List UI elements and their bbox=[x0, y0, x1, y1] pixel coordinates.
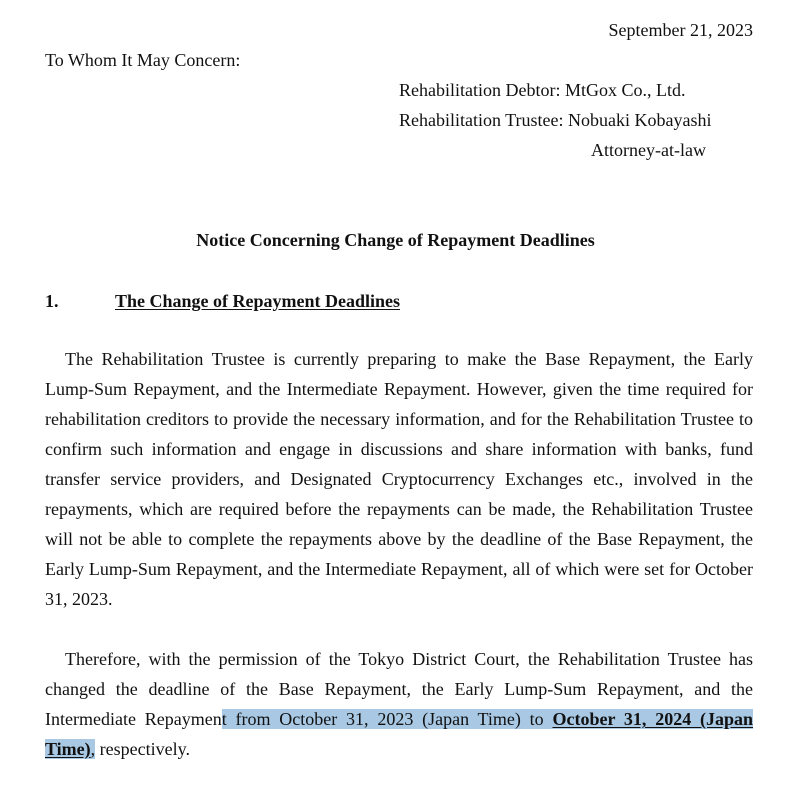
notice-date: September 21, 2023 bbox=[608, 20, 753, 40]
rehabilitation-debtor: Rehabilitation Debtor: MtGox Co., Ltd. bbox=[399, 80, 686, 100]
section-number: 1. bbox=[45, 291, 59, 311]
rehabilitation-trustee: Rehabilitation Trustee: Nobuaki Kobayashi bbox=[399, 110, 712, 130]
paragraph-1: The Rehabilitation Trustee is currently preparing to make the Base Repayment, the Early Lump-Sum Repayment, and the Intermediate Repayment. However, given the time required for rehabilitation creditors to provide the necessary information, and for the Rehabilitation Trustee to confirm such information and engage in discussions and share information with banks, fund transfer service providers, and Designated Cryptocurrency Exchanges etc., involved in the repayments, which are required before the repayments can be made, the Rehabilitation Trustee will not be able to complete the repayments above by the deadline of the Base Repayment, the Early Lump-Sum Repayment, and the Intermediate Repayment, all of which were set for October 31, 2023. bbox=[45, 349, 753, 609]
highlight-start-text: t from October 31, 2023 (Japan Time) to bbox=[221, 709, 553, 729]
paragraph-2-text: Therefore, with the permission of the Tokyo District Court, the Rehabilitation Trustee has changed the deadline of the Base Repayment, the Early Lump-Sum Repayment, and the Intermediate Repaymen bbox=[45, 649, 753, 729]
paragraph-2-end: respectively. bbox=[95, 739, 190, 759]
highlight-end-text: , bbox=[90, 739, 96, 759]
salutation: To Whom It May Concern: bbox=[45, 50, 241, 70]
trustee-title: Attorney-at-law bbox=[591, 140, 706, 160]
section-title: The Change of Repayment Deadlines bbox=[115, 291, 401, 311]
new-deadline: October 31, 2024 (Japan Time) bbox=[45, 709, 753, 759]
paragraph-2 bbox=[45, 644, 753, 764]
notice-title: Notice Concerning Change of Repayment Deadlines bbox=[196, 230, 595, 250]
